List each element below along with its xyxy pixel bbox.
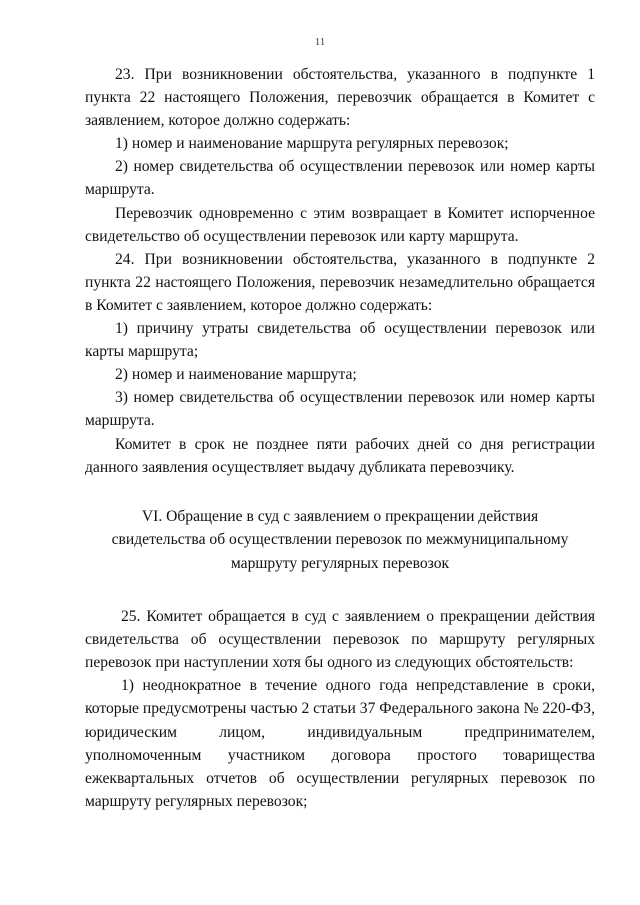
section-spacer xyxy=(85,576,595,605)
page-number: 11 xyxy=(314,36,326,48)
section-title-line: VI. Обращение в суд с заявлением о прекращении действия xyxy=(141,507,539,525)
document-body xyxy=(85,63,595,813)
paragraph-24-duplicate-note: Комитет в срок не позднее пяти рабочих дней со дня регистрации данного заявления осуществляет выдачу дубликата перевозчику. xyxy=(85,435,595,476)
section-title xyxy=(85,505,595,576)
paragraph-23: 23. При возникновении обстоятельства, указанного в подпункте 1 пункта 22 настоящего Положения, перевозчик обращается в Комитет с заявлением, которое должно содержать: xyxy=(85,66,595,130)
paragraph-23-item-2: 2) номер свидетельства об осуществлении перевозок или номер карты маршрута. xyxy=(85,158,595,199)
section-title-line: свидетельства об осуществлении перевозок по межмуниципальному xyxy=(111,531,569,549)
paragraph-25: 25. Комитет обращается в суд с заявлением о прекращении действия свидетельства об осуществлении перевозок по маршруту регулярных перевозок при наступлении хотя бы одного из следующих обстоятельств: xyxy=(85,608,595,672)
paragraph-24-item-3: 3) номер свидетельства об осуществлении перевозок или номер карты маршрута. xyxy=(85,389,595,430)
paragraph-24-item-1: 1) причину утраты свидетельства об осуществлении перевозок или карты маршрута; xyxy=(85,320,595,361)
section-title-line: маршруту регулярных перевозок xyxy=(230,555,450,573)
paragraph-24-item-2: 2) номер и наименование маршрута; xyxy=(115,366,357,384)
paragraph-23-return-note: Перевозчик одновременно с этим возвращает в Комитет испорченное свидетельство об осуществлении перевозок или карту маршрута. xyxy=(85,204,595,245)
paragraph-24: 24. При возникновении обстоятельства, указанного в подпункте 2 пункта 22 настоящего Положения, перевозчик незамедлительно обращается в Комитет с заявлением, которое должно содержать: xyxy=(85,250,595,314)
paragraph-23-item-1: 1) номер и наименование маршрута регулярных перевозок; xyxy=(115,135,509,153)
paragraph-25-item-1: 1) неоднократное в течение одного года непредставление в сроки, которые предусмотрены частью 2 статьи 37 Федерального закона № 220-ФЗ, юридическим лицом, индивидуальным предпринимателем, уполномоченным участником договора простого товарищества ежеквартальных отчетов об осуществлении регулярных перевозок по маршруту регулярных перевозок; xyxy=(85,677,595,810)
